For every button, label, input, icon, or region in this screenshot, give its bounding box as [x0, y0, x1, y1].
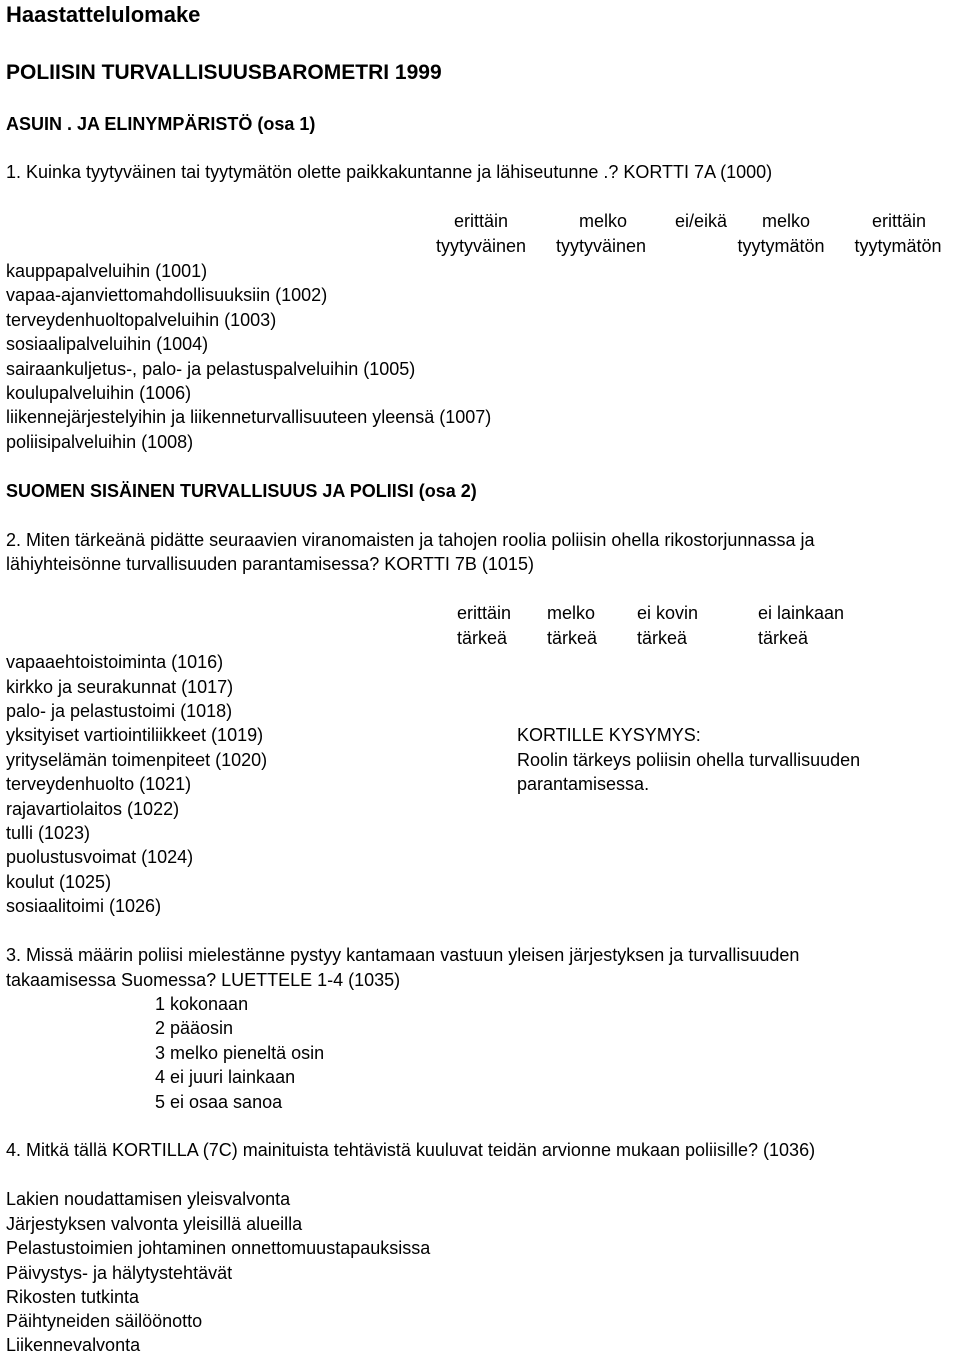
section2-item: tulli (1023): [6, 823, 91, 843]
scale1-col1-top: erittäin: [453, 211, 509, 231]
section2-item: sosiaalitoimi (1026): [6, 896, 162, 916]
section2-item: yrityselämän toimenpiteet (1020): [6, 750, 268, 770]
scale2-col1-top: erittäin: [457, 603, 512, 623]
question4-item: Liikennevalvonta: [6, 1335, 141, 1355]
question4-item: Järjestyksen valvonta yleisillä alueilla: [6, 1214, 303, 1234]
section2-item: yksityiset vartiointiliikkeet (1019): [6, 725, 264, 745]
section2-heading: SUOMEN SISÄINEN TURVALLISUUS JA POLIISI (osa 2): [6, 481, 477, 501]
scale1-col4-bottom: tyytymätön: [737, 236, 825, 256]
question2-line2: lähiyhteisönne turvallisuuden parantamisessa? KORTTI 7B (1015): [6, 554, 534, 574]
question3-option: 5 ei osaa sanoa: [155, 1092, 283, 1112]
question4-item: Lakien noudattamisen yleisvalvonta: [6, 1189, 291, 1209]
scale1-col5-top: erittäin: [871, 211, 927, 231]
scale2-col4-top: ei lainkaan: [758, 603, 845, 623]
section2-item: kirkko ja seurakunnat (1017): [6, 677, 234, 697]
section2-item: puolustusvoimat (1024): [6, 847, 194, 867]
section2-item: vapaaehtoistoiminta (1016): [6, 652, 224, 672]
scale2-col1-bottom: tärkeä: [457, 628, 508, 648]
section1-item: sairaankuljetus-, palo- ja pelastuspalveluihin (1005): [6, 359, 416, 379]
question3-option: 1 kokonaan: [155, 994, 249, 1014]
section1-item: vapaa-ajanviettomahdollisuuksiin (1002): [6, 285, 328, 305]
section2-item: terveydenhuolto (1021): [6, 774, 192, 794]
section1-item: sosiaalipalveluihin (1004): [6, 334, 209, 354]
scale1-col2-top: melko: [578, 211, 627, 231]
card-note-label: KORTILLE KYSYMYS:: [517, 725, 701, 745]
question3-option: 3 melko pieneltä osin: [155, 1043, 325, 1063]
scale2-col3-top: ei kovin: [637, 603, 699, 623]
section2-item: koulut (1025): [6, 872, 112, 892]
scale2-col2-bottom: tärkeä: [547, 628, 598, 648]
section1-item: kauppapalveluihin (1001): [6, 261, 208, 281]
scale1-col1-bottom: tyytyväinen: [435, 236, 527, 256]
section1-item: koulupalveluihin (1006): [6, 383, 192, 403]
section1-item: terveydenhuoltopalveluihin (1003): [6, 310, 277, 330]
scale1-col4-top: melko: [761, 211, 810, 231]
question3-line2: takaamisessa Suomessa? LUETTELE 1-4 (1035): [6, 970, 401, 990]
scale2-col2-top: melko: [547, 603, 596, 623]
doc-title: Haastattelulomake: [6, 2, 201, 27]
card-note-line2: parantamisessa.: [517, 774, 650, 794]
scale1-col2-bottom: tyytyväinen: [555, 236, 647, 256]
scale1-col3-top: ei/eikä: [674, 211, 728, 231]
question3-line1: 3. Missä määrin poliisi mielestänne pystyy kantamaan vastuun yleisen järjestyksen ja turvallisuuden: [6, 945, 800, 965]
scale1-col5-bottom: tyytymätön: [854, 236, 942, 256]
scale2-col4-bottom: tärkeä: [758, 628, 809, 648]
section1-item: liikennejärjestelyihin ja liikenneturvallisuuteen yleensä (1007): [6, 407, 492, 427]
section2-item: palo- ja pelastustoimi (1018): [6, 701, 233, 721]
section1-heading: ASUIN . JA ELINYMPÄRISTÖ (osa 1): [6, 114, 316, 134]
question4-item: Päihtyneiden säilöönotto: [6, 1311, 203, 1331]
section1-item: poliisipalveluihin (1008): [6, 432, 194, 452]
question4-item: Päivystys- ja hälytystehtävät: [6, 1263, 233, 1283]
scale2-col3-bottom: tärkeä: [637, 628, 688, 648]
survey-title: POLIISIN TURVALLISUUSBAROMETRI 1999: [6, 61, 442, 84]
question4-item: Rikosten tutkinta: [6, 1287, 140, 1307]
question3-option: 4 ei juuri lainkaan: [155, 1067, 296, 1087]
section2-item: rajavartiolaitos (1022): [6, 799, 180, 819]
card-note-line1: Roolin tärkeys poliisin ohella turvallisuuden: [517, 750, 861, 770]
question2-line1: 2. Miten tärkeänä pidätte seuraavien viranomaisten ja tahojen roolia poliisin ohella rikostorjunnassa ja: [6, 530, 815, 550]
question4-line1: 4. Mitkä tällä KORTILLA (7C) mainituista tehtävistä kuuluvat teidän arvionne mukaan poliisille? (1036): [6, 1140, 816, 1160]
question4-item: Pelastustoimien johtaminen onnettomuustapauksissa: [6, 1238, 431, 1258]
question1-text: 1. Kuinka tyytyväinen tai tyytymätön olette paikkakuntanne ja lähiseutunne .? KORTTI 7A (1000): [6, 162, 773, 182]
question3-option: 2 pääosin: [155, 1018, 234, 1038]
